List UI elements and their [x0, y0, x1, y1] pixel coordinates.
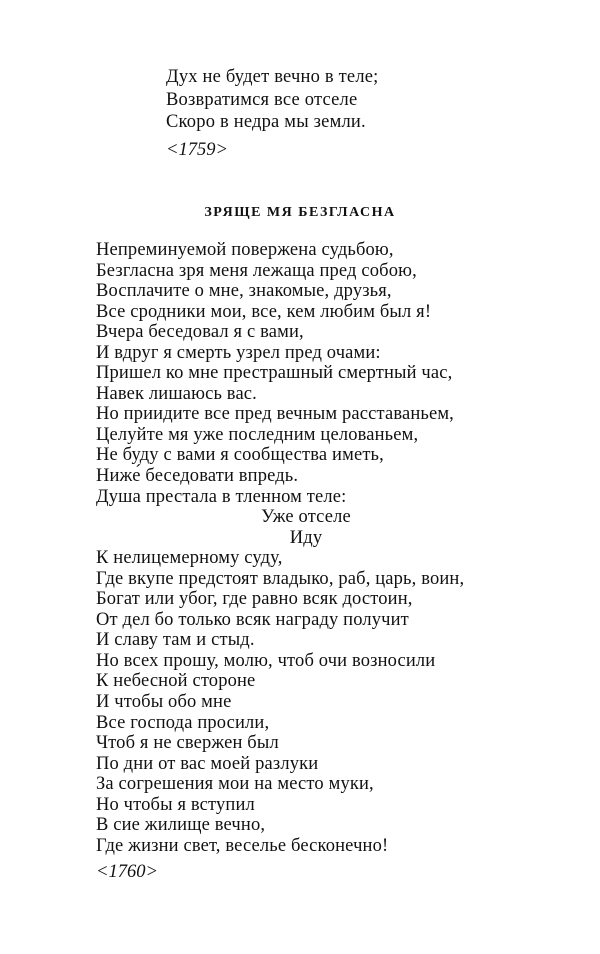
- verse-line: Не буду с вами я сообщества иметь,: [96, 445, 384, 466]
- verse-line: Навек лишаюсь вас.: [96, 383, 257, 404]
- verse-line: Но всех прошу, молю, чтоб очи возносили: [96, 650, 436, 671]
- verse-line: Где жизни свет, веселье бесконечно!: [96, 835, 389, 856]
- verse-line: Возвратимся все отселе: [166, 89, 358, 110]
- verse-line: Все господа просили,: [96, 712, 270, 733]
- verse-line: Безгласна зря меня лежаща пред собою,: [96, 260, 417, 281]
- verse-line: Душа престала в тленном теле:: [96, 486, 347, 507]
- previous-poem-ending: [166, 66, 379, 134]
- verse-line: И вдруг я смерть узрел пред очами:: [96, 342, 381, 363]
- verse-line: От дел бо только всяк награду получит: [96, 609, 409, 630]
- poem-title: ЗРЯЩЕ МЯ БЕЗГЛАСНА: [204, 205, 396, 220]
- verse-line: Богат или убог, где равно всяк достоин,: [96, 589, 413, 610]
- previous-poem-date: <1759>: [166, 140, 228, 160]
- verse-line: Где вкупе предстоят владыко, раб, царь, воин,: [96, 568, 465, 589]
- verse-line: Непреминуемой повержена судьбою,: [96, 240, 394, 260]
- verse-line: Все сродники мои, все, кем любим был я!: [96, 301, 432, 322]
- verse-line-centered: Иду: [289, 527, 323, 548]
- verse-line: В сие жилище вечно,: [96, 815, 266, 836]
- verse-line: Ниже́ беседовати впредь.: [96, 466, 299, 487]
- poem-body: [96, 240, 516, 856]
- verse-line: К нелицемерному суду,: [96, 548, 283, 569]
- verse-line: За согрешения мои на место муки,: [96, 774, 374, 795]
- verse-line: Целуйте мя уже последним целованьем,: [96, 424, 419, 445]
- verse-line: Но чтобы я вступил: [96, 794, 255, 815]
- verse-line: К небесной стороне: [96, 671, 256, 692]
- verse-line: По дни от вас моей разлуки: [96, 753, 319, 774]
- poem-date: <1760>: [96, 862, 158, 882]
- verse-line: Пришел ко мне престрашный смертный час,: [96, 363, 453, 384]
- verse-line: И чтобы обо мне: [96, 692, 232, 713]
- verse-line: Чтоб я не свержен был: [96, 733, 279, 754]
- verse-line: Вчера беседовал я с вами,: [96, 322, 304, 343]
- verse-line-centered: Уже отселе: [261, 507, 351, 528]
- verse-line: Но приидите все пред вечным расставаньем,: [96, 404, 454, 425]
- verse-line: Дух не будет вечно в теле;: [166, 67, 379, 87]
- verse-line: Восплачите о мне, знакомые, друзья,: [96, 281, 392, 302]
- verse-line: Скоро в недра мы земли.: [166, 112, 366, 132]
- verse-line: И славу там и стыд.: [96, 630, 255, 651]
